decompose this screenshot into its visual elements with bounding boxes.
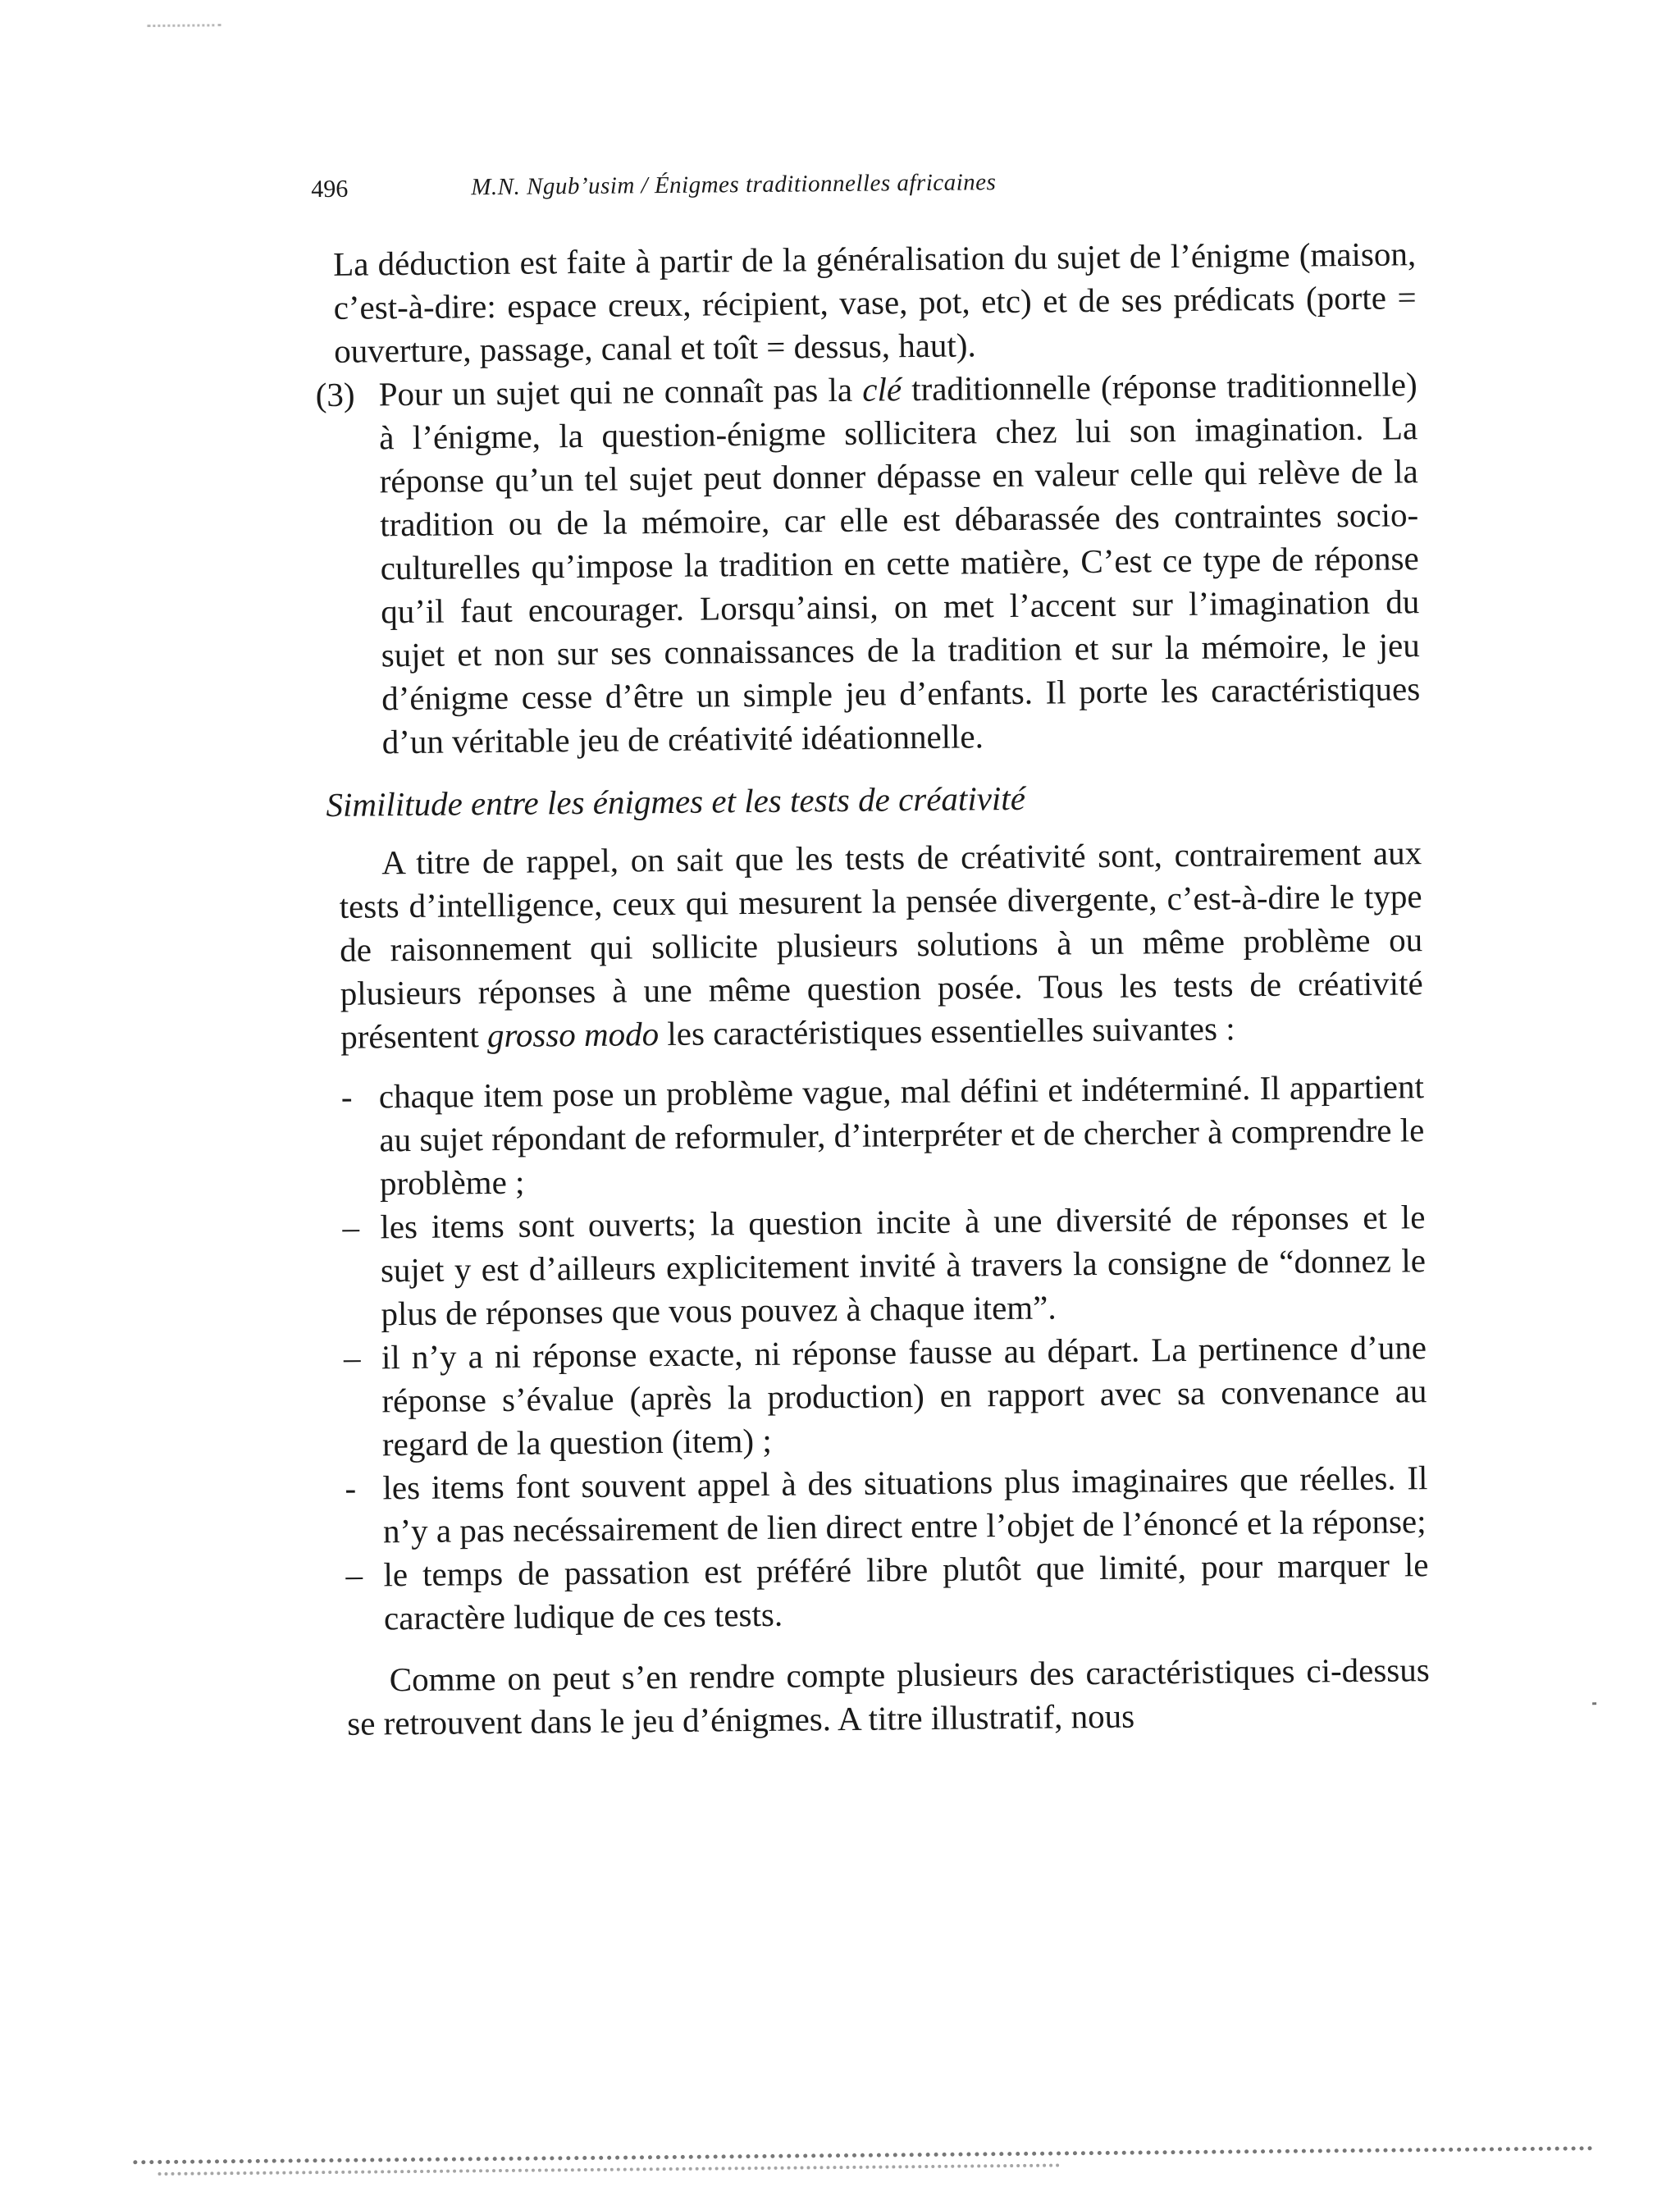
dash-marker: - xyxy=(340,1077,353,1116)
list-item-text: il n’y a ni réponse exacte, ni réponse fausse au départ. La pertinence d’une réponse s’évalue (après la production) en rapport avec sa convenance au regard de la question (item) ; xyxy=(381,1328,1427,1463)
list-item xyxy=(345,1543,1429,1641)
list-item xyxy=(345,1456,1428,1554)
list-item xyxy=(344,1326,1427,1467)
section-subheading: Similitude entre les énigmes et les tests de créativité xyxy=(326,779,1026,824)
list-item xyxy=(341,1065,1425,1206)
item-text-part: Pour un sujet qui ne connaît pas la xyxy=(378,370,863,413)
list-item-text: les items font souvent appel à des situations plus imaginaires que réelles. Il n’y a pas necéssairement de lien direct entre l’objet de l’énoncé et la réponse; xyxy=(382,1459,1428,1550)
dash-marker: - xyxy=(345,1468,357,1507)
dash-marker: – xyxy=(343,1338,361,1377)
page-header xyxy=(311,165,1410,218)
item-text-part: traditionnelle (réponse traditionnelle) à l’énigme, la question-énigme sollicitera chez lui son imagination. La réponse qu’un tel sujet peut donner dépasse en valeur celle qui relève de la tradition ou de la mémoire, car elle est débarassée des contraintes socio-culturelles qu’impose la tradition en cette matière, C’est ce type de réponse qu’il faut encourager. Lorsqu’ainsi, on met l’accent sur l’imagination du sujet et non sur ses connaissances de la tradition et sur la mémoire, le jeu d’énigme cesse d’être un simple jeu d’enfants. Il porte les caractéristiques d’un véritable jeu de créativité idéationnelle. xyxy=(378,365,1421,761)
paragraph-text-part: A titre de rappel, on sait que les tests de créativité sont, contrairement aux tests d’intelligence, ceux qui mesurent la pensée divergente, c’est-à-dire le type de raisonnement qui sollicite plusieurs solutions à un même problème ou plusieurs réponses à une même question posée. Tous les tests de créativité présentent xyxy=(339,833,1423,1056)
numbered-item-3 xyxy=(315,363,1421,765)
final-paragraph: Comme on peut s’en rendre compte plusieurs des caractéristiques ci-dessus se retrouvent dans le jeu d’énigmes. A titre illustratif, nous xyxy=(347,1651,1430,1742)
characteristics-list xyxy=(341,1065,1430,1641)
list-item-text: le temps de passation est préféré libre plutôt que limité, pour marquer le caractère ludique de ces tests. xyxy=(383,1546,1429,1637)
list-item xyxy=(342,1195,1426,1336)
list-item-text: chaque item pose un problème vague, mal défini et indéterminé. Il appartient au sujet répondant de reformuler, d’interpréter et de chercher à comprendre le problème ; xyxy=(378,1067,1425,1203)
continued-paragraph: La déduction est faite à partir de la généralisation du sujet de l’énigme (maison, c’est-à-dire: espace creux, récipient, vase, pot, etc) et de ses prédicats (porte = ouverture, passage, canal et toît = dessus, haut). xyxy=(332,235,1417,370)
list-item-text: les items sont ouverts; la question incite à une diversité de réponses et le sujet y est d’ailleurs explicitement invité à travers la consigne de “donnez le plus de réponses que vous pouvez à chaque item”. xyxy=(380,1198,1427,1333)
item-text-emphasis: clé xyxy=(862,370,902,409)
paragraph-emphasis: grosso modo xyxy=(486,1015,660,1055)
page-number: 496 xyxy=(311,175,349,203)
body-text xyxy=(315,232,1431,1746)
item-number: (3) xyxy=(315,375,355,414)
dash-marker: – xyxy=(342,1208,360,1246)
running-head: M.N. Ngub’usim / Énigmes traditionnelles africaines xyxy=(471,169,997,201)
paragraph-text-part: les caractéristiques essentielles suivantes : xyxy=(658,1009,1235,1053)
paragraph xyxy=(339,831,1423,1059)
dash-marker: – xyxy=(345,1555,363,1594)
scan-speck xyxy=(1592,1702,1596,1705)
scan-artifact-top xyxy=(147,24,221,27)
